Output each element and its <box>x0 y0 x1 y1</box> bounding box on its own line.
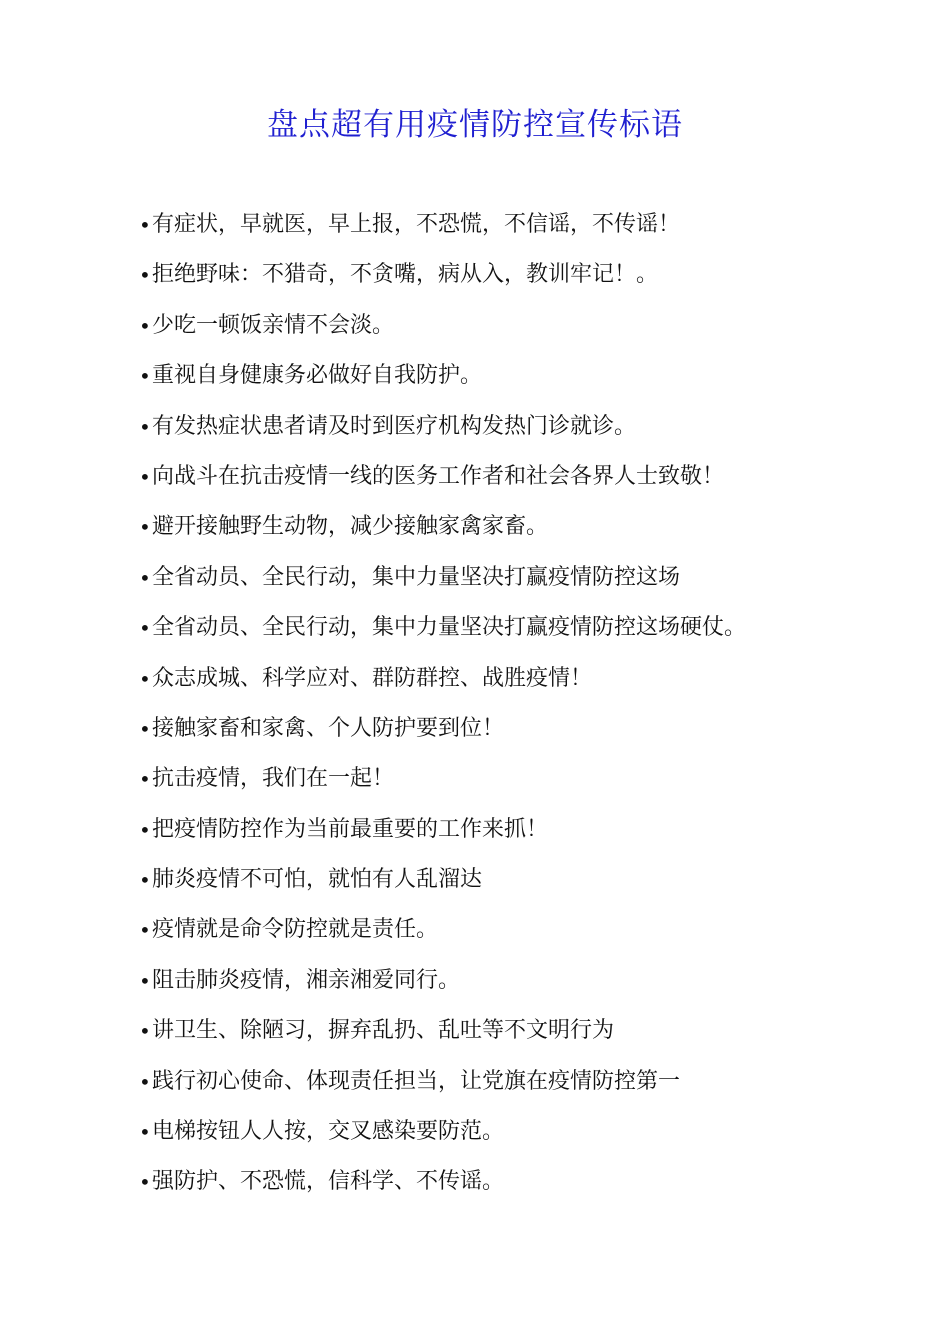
bullet-icon: • <box>139 716 151 741</box>
list-item <box>139 1160 919 1210</box>
slogan-list <box>139 203 919 1211</box>
list-item <box>139 1009 919 1059</box>
bullet-icon: • <box>139 213 151 237</box>
list-item <box>139 1060 919 1110</box>
slogan-text: 强防护、不恐慌，信科学、不传谣。 <box>152 1169 505 1195</box>
bullet-icon: • <box>139 1170 151 1195</box>
slogan-text: 全省动员、全民行动，集中力量坚决打赢疫情防控这场硬仗。 <box>152 615 747 641</box>
list-item <box>139 203 919 253</box>
list-item <box>139 304 919 354</box>
slogan-text: 践行初心使命、体现责任担当，让党旗在疫情防控第一 <box>152 1068 681 1094</box>
bullet-icon: • <box>139 414 151 439</box>
bullet-icon: • <box>139 817 151 842</box>
list-item <box>139 757 919 807</box>
list-item <box>139 405 919 455</box>
list-item <box>139 959 919 1009</box>
list-item <box>139 908 919 958</box>
slogan-text: 疫情就是命令防控就是责任。 <box>152 917 439 943</box>
list-item <box>139 505 919 555</box>
slogan-text: 讲卫生、除陋习，摒弃乱扔、乱吐等不文明行为 <box>152 1018 615 1044</box>
list-item <box>139 657 919 707</box>
slogan-text: 接触家畜和家禽、个人防护要到位！ <box>152 715 505 741</box>
list-item <box>139 606 919 656</box>
slogan-text: 肺炎疫情不可怕，就怕有人乱溜达 <box>152 867 483 893</box>
list-item <box>139 253 919 303</box>
bullet-icon: • <box>139 767 151 792</box>
bullet-icon: • <box>139 364 151 389</box>
bullet-icon: • <box>139 1069 151 1094</box>
slogan-text: 把疫情防控作为当前最重要的工作来抓！ <box>152 816 549 842</box>
slogan-text: 有发热症状患者请及时到医疗机构发热门诊就诊。 <box>152 413 637 439</box>
bullet-icon: • <box>139 868 151 893</box>
slogan-text: 全省动员、全民行动，集中力量坚决打赢疫情防控这场 <box>152 564 681 590</box>
slogan-text: 避开接触野生动物，减少接触家禽家畜。 <box>152 514 549 540</box>
bullet-icon: • <box>139 918 151 943</box>
bullet-icon: • <box>139 1120 151 1145</box>
list-item <box>139 556 919 606</box>
list-item <box>139 808 919 858</box>
slogan-text: 电梯按钮人人按，交叉感染要防范。 <box>152 1119 505 1145</box>
slogan-text: 众志成城、科学应对、群防群控、战胜疫情！ <box>152 665 593 691</box>
list-item <box>139 1110 919 1160</box>
bullet-icon: • <box>139 263 151 288</box>
bullet-icon: • <box>139 666 151 691</box>
slogan-text: 少吃一顿饭亲情不会淡。 <box>152 312 395 338</box>
bullet-icon: • <box>139 968 151 993</box>
list-item <box>139 455 919 505</box>
slogan-text: 重视自身健康务必做好自我防护。 <box>152 363 483 389</box>
slogan-text: 向战斗在抗击疫情一线的医务工作者和社会各界人士致敬！ <box>152 463 725 489</box>
list-item <box>139 858 919 908</box>
slogan-text: 阻击肺炎疫情，湘亲湘爱同行。 <box>152 967 461 993</box>
slogan-text: 抗击疫情，我们在一起！ <box>152 766 395 792</box>
slogan-text: 拒绝野味：不猎奇，不贪嘴，病从入，教训牢记！。 <box>152 262 659 288</box>
list-item <box>139 354 919 404</box>
bullet-icon: • <box>139 616 151 641</box>
document-title: 盘点超有用疫情防控宣传标语 <box>267 107 683 143</box>
bullet-icon: • <box>139 565 151 590</box>
slogan-text: 有症状，早就医，早上报，不恐慌，不信谣，不传谣！ <box>152 212 681 237</box>
bullet-icon: • <box>139 515 151 540</box>
bullet-icon: • <box>139 464 151 489</box>
bullet-icon: • <box>139 1019 151 1044</box>
list-item <box>139 707 919 757</box>
bullet-icon: • <box>139 313 151 338</box>
